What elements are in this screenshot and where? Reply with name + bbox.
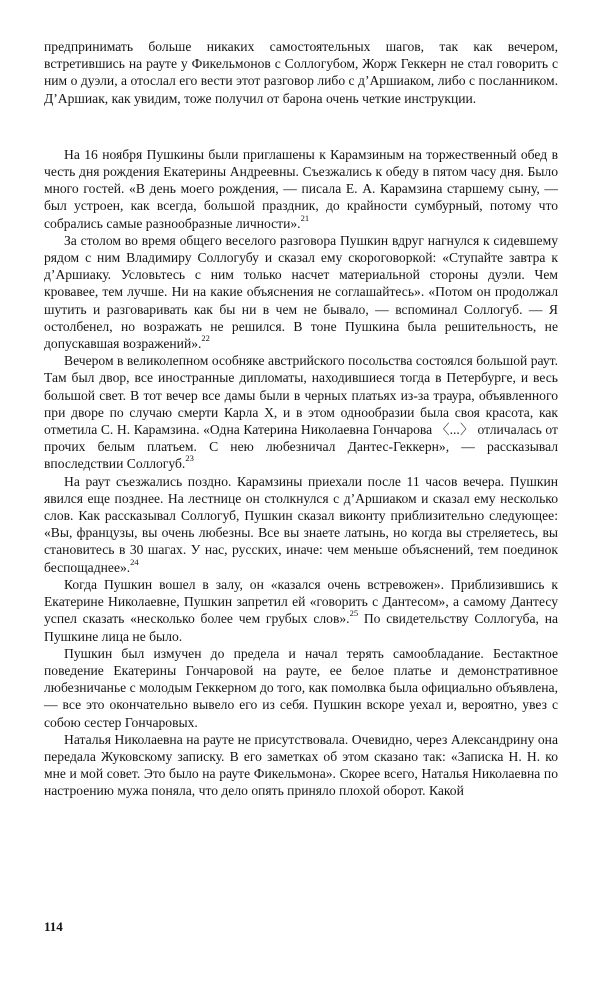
paragraph (44, 146, 558, 232)
paragraph-text: По свидетельству Соллогуба, на Пушкине лица не было. (44, 611, 559, 644)
paragraph (44, 645, 558, 731)
paragraph (44, 473, 558, 576)
footnote-marker: 25 (349, 608, 359, 619)
paragraph (44, 232, 558, 352)
paragraph (44, 576, 558, 645)
paragraph-text: За столом во время общего веселого разговора Пушкин вдруг нагнулся к сидевшему рядом с ним Владимиру Соллогубу и сказал ему скороговоркой: «Ступайте завтра к д’Аршиаку. Условьтесь с ним только насчет материальной стороны дуэли. Чем кровавее, тем лучше. Ни на какие объяснения не соглашайтесь». «Потом он продолжал шутить и разговаривать как бы ни в чем не бывало, — вспоминал Соллогуб. — Я остолбенел, но возражать не решился. В тоне Пушкина была решительность, не допускавшая возражений». (44, 232, 558, 352)
paragraph-text: На 16 ноября Пушкины были приглашены к Карамзиным на торжественный обед в честь дня рождения Екатерины Андреевны. Съезжались к обеду в пятом часу дня. Было много гостей. «В день моего рождения, — писала Е. А. Карамзина старшему сыну, — был устроен, как всегда, большой праздник, до крайности сумбурный, потому что собрались самые разнообразные личности». (44, 146, 558, 231)
paragraph-text: предпринимать больше никаких самостоятельных шагов, так как вечером, встретившись на рауте у Фикельмонов с Соллогубом, Жорж Геккерн не стал говорить с ним о дуэли, а отослал его вести этот разговор либо с д’Аршиаком, либо с посланником. Д’Аршиак, как увидим, тоже получил от барона очень четкие инструкции. (44, 39, 558, 106)
paragraph-text: Вечером в великолепном особняке австрийского посольства состоялся большой раут. Там был двор, все иностранные дипломаты, находившиеся тогда в Петербурге, и весь большой свет. В тот вечер все дамы были в черных платьях из-за траура, объявленного при дворе по случаю смерти Карла X, и в этом однообразии была своя красота, как отметила С. Н. Карамзина. «Одна Катерина Николаевна Гончарова 〈...〉 отличалась от прочих белым платьем. С нею любезничал Дантес-Геккерн», — рассказывал впоследствии Соллогуб. (44, 353, 558, 472)
paragraph-text: Наталья Николаевна на рауте не присутствовала. Очевидно, через Александрину она передала Жуковскому записку. В его заметках об этом сказано так: «Записка Н. Н. ко мне и мой совет. Это было на рауте Фикельмона». Скорее всего, Наталья Николаевна по настроению мужа поняла, что дело опять приняло плохой оборот. Какой (44, 731, 558, 799)
section-break (44, 107, 558, 146)
paragraph (44, 731, 558, 800)
paragraph (44, 38, 558, 107)
footnote-marker: 23 (185, 453, 194, 464)
footnote-marker: 21 (300, 212, 310, 223)
paragraph-text: На раут съезжались поздно. Карамзины приехали после 11 часов вечера. Пушкин явился еще позднее. На лестнице он столкнулся с д’Аршиаком и сказал ему несколько слов. Как рассказывал Соллогуб, Пушкин сказал виконту приблизительно следующее: «Вы, французы, вы очень любезны. Все вы знаете латынь, но когда вы стреляетесь, вы становитесь в 30 шагах. У нас, русских, иначе: чем меньше объяснений, тем поединок беспощаднее». (44, 473, 558, 575)
page-number: 114 (44, 919, 63, 934)
footnote-marker: 24 (130, 556, 139, 567)
paragraph-text: Пушкин был измучен до предела и начал терять самообладание. Бестактное поведение Екатерины Гончаровой на рауте, ее белое платье и демонстративное любезничанье с молодым Геккерном до того, как помолвка была официально объявлена, — все это окончательно вывело его из себя. Пушкин вскоре уехал и, вероятно, увез с собою сестер Гончаровых. (44, 645, 558, 730)
paragraph-text: Когда Пушкин вошел в залу, он «казался очень встревожен». Приблизившись к Екатерине Николаевне, Пушкин запретил ей «говорить с Дантесом», а самому Дантесу успел сказать «несколько более чем грубых слов». (44, 576, 558, 627)
paragraph (44, 352, 558, 472)
footnote-marker: 22 (201, 333, 210, 344)
page-body (44, 38, 558, 800)
